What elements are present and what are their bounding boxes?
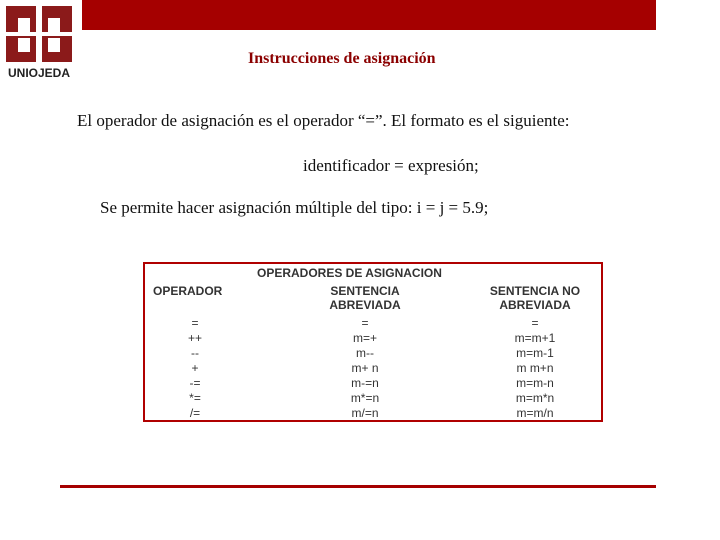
table-cell: m=+ (352, 331, 377, 345)
logo-mark-icon (4, 4, 74, 64)
table-cell: = (191, 316, 199, 330)
table-cell: m-- (356, 346, 374, 360)
table-cell: m+ n (351, 361, 379, 375)
table-cell: -= (189, 376, 201, 390)
uniojeda-logo (4, 4, 74, 86)
paragraph-format: identificador = expresión; (303, 156, 479, 175)
bottom-divider (60, 485, 656, 488)
table-cell: m/=n (351, 406, 379, 420)
column-header-operador (153, 284, 233, 298)
table-cell: ++ (187, 331, 202, 345)
operators-table (143, 262, 603, 422)
column-no-abreviadas (465, 316, 605, 421)
table-cell: = (531, 316, 539, 330)
paragraph-operator-intro: El operador de asignación es el operador “=”. El formato es el siguiente: (77, 111, 570, 130)
table-cell: m=m-n (516, 376, 554, 390)
table-cell: = (361, 316, 369, 330)
column-header-abreviada-line2: ABREVIADA (329, 298, 401, 312)
column-header-no-abreviada-line2: ABREVIADA (499, 298, 571, 312)
table-cell: m-=n (351, 376, 379, 390)
table-cell: m=m+1 (514, 331, 556, 345)
column-header-operador-text: OPERADOR (153, 284, 223, 298)
table-cell: + (191, 361, 199, 375)
top-accent-bar (82, 0, 656, 30)
table-cell: m=m/n (516, 406, 554, 420)
table-cell: m=m*n (515, 391, 555, 405)
table-cell: /= (189, 406, 201, 420)
paragraph-multiple-assignment: Se permite hacer asignación múltiple del tipo: i = j = 5.9; (100, 198, 489, 217)
table-cell: -- (191, 346, 199, 360)
column-header-abreviada (295, 284, 435, 312)
table-cell: m=m-1 (516, 346, 554, 360)
column-header-no-abreviada-line1: SENTENCIA NO (489, 284, 581, 298)
table-cell: m m+n (516, 361, 554, 375)
column-header-abreviada-line1: SENTENCIA (330, 284, 400, 298)
table-cell: m*=n (350, 391, 380, 405)
page-title: Instrucciones de asignación (248, 50, 436, 67)
column-header-no-abreviada (465, 284, 605, 312)
column-operadores (165, 316, 225, 421)
column-abreviadas (295, 316, 435, 421)
table-heading: OPERADORES DE ASIGNACION (257, 266, 442, 280)
table-cell: *= (189, 391, 201, 405)
logo-text: UNIOJEDA (7, 66, 70, 80)
